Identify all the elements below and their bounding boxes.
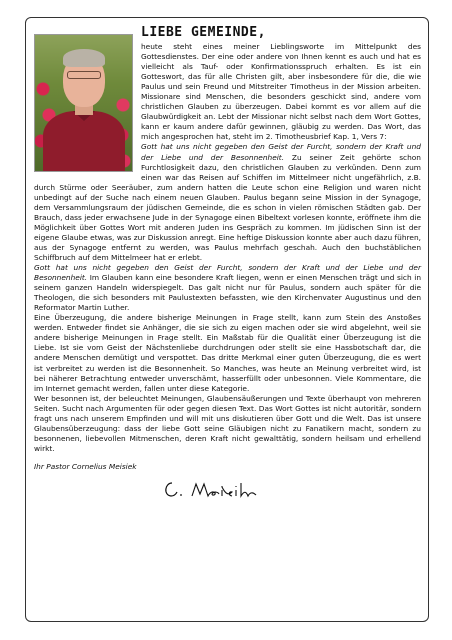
closing-line: Ihr Pastor Cornelius Meisiek — [34, 461, 137, 471]
bible-verse-1: Gott hat uns nicht gegeben den Geist der Furcht, sondern der Kraft und der Liebe und der Besonnenheit. — [141, 142, 421, 162]
pastor-photo — [34, 34, 133, 172]
letter-content — [34, 25, 421, 501]
photo-glasses — [67, 71, 101, 79]
letter-frame — [25, 17, 429, 622]
paragraph-verse-2 — [34, 263, 421, 313]
signature-icon — [162, 479, 272, 501]
paragraph-paulus: Zu seiner Zeit gehörte schon Furchtlosigkeit dazu, den christlichen Glauben zu verkünden. Denn zum einen war das Reisen auf Schiffen im Mittelmeer nicht ungefährlich, z.B. durch Stürme oder Seeräuber, zum andern hatten die Leute schon eine Religion und waren nicht unbedingt auf der Suche nach einem neuen Glauben. Paulus begann seine Mission in der Synagoge, dem Versammlungsraum der jüdischen Gemeinde, die es schon in vielen römischen Städten gab. Der Brauch, dass jeder erwachsene Jude in der Synagoge einen Bibeltext vorlesen konnte, eröffnete ihm die Möglichkeit über Gottes Wort mit anderen Juden ins Gespräch zu kommen. Im jüdischen Sinn ist der eigene Glaube etwas, was zur Diskussion anregt. Eine heftige Diskussion konnte aber auch dazu führen, aus der Synagoge entfernt zu werden, was Paulus mehrfach geschah. Auch den buchstäblichen Schiffbruch auf dem Mittelmeer hat er erlebt. — [34, 152, 421, 262]
paragraph-ueberzeugung: Eine Überzeugung, die andere bisherige Meinungen in Frage stellt, kann zum Stein des Anstoßes werden. Entweder findet sie Anhänger, die sie sich zu eigen machen oder sie wird abgelehnt, weil sie andere bisherige Meinungen in Frage stellt. Ein Maßstab für die Qualität einer Überzeugung ist die Liebe. Ist sie vom Geist der Nächstenliebe durchdrungen oder stellt sie eine Hassbotschaft dar, die andere Menschen demütigt und verspottet. Das dritte Merkmal einer guten Überzeugung, die es wert ist verbreitet zu werden ist die Besonnenheit. So Manches, was heute an Meinung verbreitet wird, ist bei näherer Betrachtung entweder unverschämt, hasserfüllt oder unbesonnen. Viele Kommentare, die im Internet gemacht werden, fallen unter diese Kategorie. — [34, 313, 421, 393]
paragraph-besonnen: Wer besonnen ist, der beleuchtet Meinungen, Glaubensäußerungen und Texte überhaupt von mehreren Seiten. Sucht nach Argumenten für oder gegen diesen Text. Das Wort Gottes ist nicht autoritär, sondern fragt uns nach unserem Empfinden und will mit uns diskutieren über Gott und die Welt. Das ist unsere Glaubensüberzeugung: dass der liebe Gott seine Gläubigen nicht zu Fanatikern macht, sondern zu besonnenen, liebevollen Mitmenschen, deren Kraft nicht gewalttätig, sondern heilsam und erhellend wirkt. — [34, 393, 421, 453]
letter-heading: LIEBE GEMEINDE, — [141, 25, 266, 40]
photo-hair — [63, 49, 105, 67]
bible-verse-2: Gott hat uns nicht gegeben den Geist der Furcht, sondern der Kraft und der Liebe und der Besonnenheit. — [34, 263, 421, 283]
paragraph-kraft: Im Glauben kann eine besondere Kraft liegen, wenn er einen Menschen trägt und sich in seinem ganzen Handeln widerspiegelt. Das galt nicht nur für Paulus, sondern auch später für die Theologen, die sich besonders mit Paulustexten befassten, wie den Kirchenvater Augustinus und den Reformator Martin Luther. — [34, 273, 421, 313]
handwritten-signature — [162, 479, 272, 501]
paragraph-intro: heute steht eines meiner Lieblingsworte im Mittelpunkt des Gottesdienstes. Der eine oder andere von Ihnen kennt es auch und hat es vielleicht als Tauf- oder Konfirmationsspruch erhalten. Es ist ein Gotteswort, das für alle Christen gilt, aber insbesondere für die, die wie Paulus und sein Freund und Mitstreiter Timotheus in der Mission arbeiten. Missionare sind Menschen, die besonders geschickt sind, andere vom christlichen Glauben zu überzeugen. Dabei kommt es vor allem auf die Glaubwürdigkeit an. Lebt der Missionar nicht selbst nach dem Wort Gottes, kann er kaum andere dafür gewinnen, gläubig zu werden. Das Wort, das mich angesprochen hat, steht im 2. Timotheusbrief Kap. 1, Vers 7: — [141, 42, 421, 142]
